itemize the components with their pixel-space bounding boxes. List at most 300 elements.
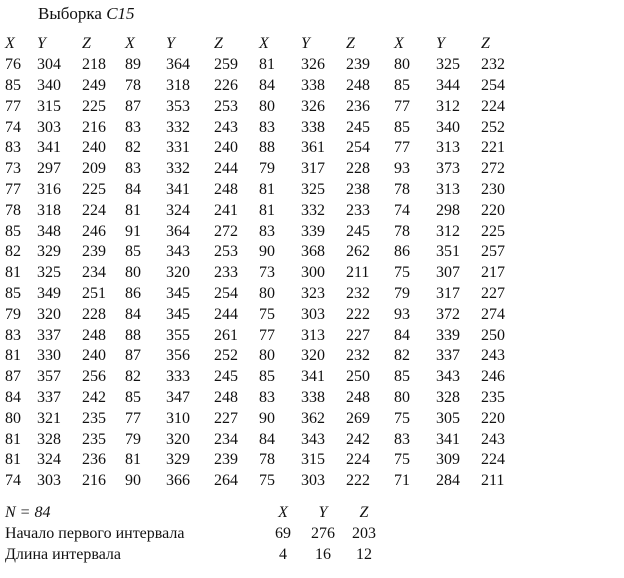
table-row — [5, 138, 521, 159]
table-cell: 332 — [301, 201, 325, 219]
table-cell: 75 — [394, 264, 410, 282]
table-cell: 88 — [259, 139, 275, 157]
table-cell: 250 — [346, 368, 370, 386]
table-cell: 232 — [346, 284, 370, 302]
table-cell: 225 — [82, 180, 106, 198]
table-cell: 300 — [301, 264, 325, 282]
table-cell: 80 — [259, 347, 275, 365]
table-cell: 240 — [214, 139, 238, 157]
summary-col-z: Z — [359, 504, 369, 521]
table-cell: 341 — [166, 180, 190, 198]
table-cell: 82 — [125, 139, 141, 157]
table-cell: 232 — [481, 56, 505, 74]
column-header: Z — [214, 35, 223, 53]
table-cell: 80 — [394, 56, 410, 74]
column-header: X — [125, 35, 135, 53]
table-cell: 343 — [166, 243, 190, 261]
table-cell: 224 — [481, 97, 505, 115]
table-cell: 323 — [301, 284, 325, 302]
table-cell: 236 — [346, 97, 370, 115]
table-cell: 348 — [37, 222, 61, 240]
table-cell: 80 — [259, 97, 275, 115]
table-cell: 228 — [82, 305, 106, 323]
table-cell: 240 — [82, 347, 106, 365]
table-cell: 226 — [214, 76, 238, 94]
table-cell: 85 — [125, 243, 141, 261]
summary-col-y: Y — [318, 504, 328, 521]
table-cell: 235 — [82, 430, 106, 448]
table-cell: 254 — [214, 284, 238, 302]
interval-length-z: 12 — [356, 546, 372, 563]
table-cell: 235 — [481, 388, 505, 406]
table-cell: 217 — [481, 264, 505, 282]
table-cell: 86 — [394, 243, 410, 261]
table-cell: 332 — [166, 160, 190, 178]
table-cell: 341 — [436, 430, 460, 448]
table-cell: 90 — [259, 243, 275, 261]
table-cell: 343 — [301, 430, 325, 448]
table-cell: 74 — [5, 118, 21, 136]
table-cell: 211 — [481, 472, 505, 490]
table-cell: 222 — [346, 472, 370, 490]
table-cell: 246 — [82, 222, 106, 240]
table-cell: 234 — [214, 430, 238, 448]
table-cell: 368 — [301, 243, 325, 261]
column-header: X — [5, 35, 15, 53]
table-row — [5, 180, 521, 201]
table-cell: 234 — [82, 264, 106, 282]
table-cell: 216 — [82, 118, 106, 136]
table-cell: 75 — [394, 409, 410, 427]
table-cell: 82 — [5, 243, 21, 261]
table-cell: 332 — [166, 118, 190, 136]
table-cell: 245 — [214, 368, 238, 386]
table-cell: 349 — [37, 284, 61, 302]
table-cell: 245 — [346, 222, 370, 240]
table-row — [5, 159, 521, 180]
table-cell: 330 — [37, 347, 61, 365]
column-header: Y — [37, 35, 46, 53]
table-row — [5, 55, 521, 76]
table-cell: 248 — [214, 388, 238, 406]
table-cell: 315 — [301, 451, 325, 469]
table-cell: 84 — [125, 180, 141, 198]
table-cell: 324 — [166, 201, 190, 219]
table-cell: 364 — [166, 56, 190, 74]
table-cell: 83 — [5, 326, 21, 344]
table-cell: 88 — [125, 326, 141, 344]
table-cell: 209 — [82, 160, 106, 178]
table-cell: 81 — [259, 201, 275, 219]
table-cell: 347 — [166, 388, 190, 406]
table-row — [5, 76, 521, 97]
table-cell: 351 — [436, 243, 460, 261]
table-cell: 343 — [436, 368, 460, 386]
table-cell: 328 — [436, 388, 460, 406]
table-cell: 77 — [394, 97, 410, 115]
table-cell: 246 — [481, 368, 505, 386]
table-cell: 315 — [37, 97, 61, 115]
table-cell: 324 — [37, 451, 61, 469]
table-cell: 338 — [301, 118, 325, 136]
table-cell: 249 — [82, 76, 106, 94]
table-cell: 345 — [166, 284, 190, 302]
table-cell: 87 — [5, 368, 21, 386]
table-cell: 320 — [301, 347, 325, 365]
table-cell: 74 — [394, 201, 410, 219]
table-cell: 81 — [125, 451, 141, 469]
table-cell: 73 — [5, 160, 21, 178]
table-cell: 254 — [481, 76, 505, 94]
table-cell: 321 — [37, 409, 61, 427]
table-cell: 353 — [166, 97, 190, 115]
table-cell: 248 — [346, 388, 370, 406]
table-cell: 224 — [346, 451, 370, 469]
table-cell: 80 — [5, 409, 21, 427]
table-cell: 339 — [436, 326, 460, 344]
table-cell: 248 — [214, 180, 238, 198]
table-cell: 326 — [301, 97, 325, 115]
table-cell: 77 — [259, 326, 275, 344]
column-header: X — [394, 35, 404, 53]
table-cell: 239 — [82, 243, 106, 261]
table-cell: 80 — [125, 264, 141, 282]
table-cell: 243 — [481, 430, 505, 448]
table-cell: 248 — [346, 76, 370, 94]
table-cell: 240 — [82, 139, 106, 157]
table-cell: 337 — [37, 326, 61, 344]
table-cell: 81 — [259, 180, 275, 198]
table-row — [5, 96, 521, 117]
table-cell: 329 — [166, 451, 190, 469]
table-cell: 230 — [481, 180, 505, 198]
table-cell: 84 — [125, 305, 141, 323]
table-cell: 75 — [259, 305, 275, 323]
table-cell: 239 — [346, 56, 370, 74]
table-cell: 77 — [5, 97, 21, 115]
table-cell: 83 — [125, 118, 141, 136]
table-cell: 90 — [259, 409, 275, 427]
table-row — [5, 304, 521, 325]
table-cell: 87 — [125, 97, 141, 115]
table-cell: 253 — [214, 243, 238, 261]
table-cell: 81 — [125, 201, 141, 219]
table-cell: 79 — [394, 284, 410, 302]
table-cell: 83 — [394, 430, 410, 448]
table-cell: 355 — [166, 326, 190, 344]
column-header: X — [259, 35, 269, 53]
table-cell: 251 — [82, 284, 106, 302]
table-cell: 93 — [394, 305, 410, 323]
table-cell: 81 — [5, 347, 21, 365]
table-cell: 309 — [436, 451, 460, 469]
table-row — [5, 471, 521, 492]
table-cell: 216 — [82, 472, 106, 490]
sample-size: N = 84 — [5, 504, 51, 521]
table-cell: 224 — [481, 451, 505, 469]
table-cell: 340 — [436, 118, 460, 136]
table-cell: 307 — [436, 264, 460, 282]
table-row — [5, 408, 521, 429]
table-cell: 86 — [125, 284, 141, 302]
column-header: Z — [82, 35, 91, 53]
table-cell: 317 — [301, 160, 325, 178]
table-cell: 339 — [301, 222, 325, 240]
table-cell: 78 — [394, 180, 410, 198]
table-cell: 366 — [166, 472, 190, 490]
table-cell: 253 — [214, 97, 238, 115]
table-cell: 320 — [37, 305, 61, 323]
table-cell: 84 — [259, 430, 275, 448]
table-cell: 80 — [259, 284, 275, 302]
table-cell: 78 — [394, 222, 410, 240]
table-row — [5, 221, 521, 242]
table-cell: 236 — [82, 451, 106, 469]
table-cell: 82 — [125, 368, 141, 386]
table-cell: 269 — [346, 409, 370, 427]
table-cell: 272 — [481, 160, 505, 178]
table-cell: 232 — [346, 347, 370, 365]
table-cell: 313 — [301, 326, 325, 344]
table-cell: 81 — [5, 451, 21, 469]
table-cell: 85 — [394, 118, 410, 136]
table-row — [5, 325, 521, 346]
table-cell: 362 — [301, 409, 325, 427]
table-cell: 333 — [166, 368, 190, 386]
table-cell: 264 — [214, 472, 238, 490]
table-cell: 79 — [5, 305, 21, 323]
table-cell: 303 — [37, 118, 61, 136]
table-cell: 272 — [214, 222, 238, 240]
table-cell: 84 — [259, 76, 275, 94]
table-row — [5, 429, 521, 450]
table-cell: 316 — [37, 180, 61, 198]
table-cell: 79 — [125, 430, 141, 448]
table-cell: 77 — [125, 409, 141, 427]
table-cell: 344 — [436, 76, 460, 94]
table-cell: 228 — [346, 160, 370, 178]
table-cell: 85 — [394, 76, 410, 94]
table-cell: 357 — [37, 368, 61, 386]
interval-length-x: 4 — [279, 546, 287, 563]
table-cell: 254 — [346, 139, 370, 157]
table-cell: 320 — [166, 264, 190, 282]
table-cell: 85 — [259, 368, 275, 386]
interval-start-z: 203 — [352, 525, 376, 542]
interval-start-x: 69 — [275, 525, 291, 542]
table-cell: 337 — [436, 347, 460, 365]
interval-length-y: 16 — [315, 546, 331, 563]
table-cell: 84 — [5, 388, 21, 406]
table-cell: 75 — [259, 472, 275, 490]
table-row — [5, 200, 521, 221]
table-cell: 329 — [37, 243, 61, 261]
table-cell: 81 — [259, 56, 275, 74]
table-cell: 227 — [481, 284, 505, 302]
table-cell: 252 — [481, 118, 505, 136]
table-cell: 356 — [166, 347, 190, 365]
table-cell: 345 — [166, 305, 190, 323]
table-cell: 341 — [301, 368, 325, 386]
table-cell: 85 — [5, 76, 21, 94]
table-cell: 79 — [259, 160, 275, 178]
table-cell: 239 — [214, 451, 238, 469]
summary-col-x: X — [278, 504, 288, 521]
table-cell: 82 — [394, 347, 410, 365]
table-cell: 71 — [394, 472, 410, 490]
table-cell: 235 — [82, 409, 106, 427]
table-cell: 297 — [37, 160, 61, 178]
table-cell: 74 — [5, 472, 21, 490]
table-cell: 320 — [166, 430, 190, 448]
page-title — [38, 4, 135, 24]
table-cell: 85 — [5, 284, 21, 302]
column-header: Z — [481, 35, 490, 53]
table-cell: 364 — [166, 222, 190, 240]
table-cell: 227 — [346, 326, 370, 344]
table-cell: 76 — [5, 56, 21, 74]
table-cell: 81 — [5, 264, 21, 282]
table-cell: 341 — [37, 139, 61, 157]
table-cell: 225 — [82, 97, 106, 115]
table-cell: 337 — [37, 388, 61, 406]
table-cell: 227 — [214, 409, 238, 427]
table-cell: 340 — [37, 76, 61, 94]
column-header: Y — [301, 35, 310, 53]
table-cell: 83 — [5, 139, 21, 157]
table-cell: 262 — [346, 243, 370, 261]
table-row — [5, 367, 521, 388]
table-cell: 220 — [481, 409, 505, 427]
table-cell: 298 — [436, 201, 460, 219]
table-cell: 83 — [259, 118, 275, 136]
table-cell: 233 — [214, 264, 238, 282]
table-cell: 90 — [125, 472, 141, 490]
sample-code: C15 — [106, 4, 135, 23]
table-cell: 89 — [125, 56, 141, 74]
table-cell: 250 — [481, 326, 505, 344]
table-cell: 338 — [301, 388, 325, 406]
table-cell: 303 — [301, 305, 325, 323]
table-cell: 81 — [5, 430, 21, 448]
table-cell: 243 — [481, 347, 505, 365]
table-cell: 75 — [394, 451, 410, 469]
table-row — [5, 263, 521, 284]
table-cell: 78 — [125, 76, 141, 94]
table-cell: 83 — [259, 222, 275, 240]
table-cell: 284 — [436, 472, 460, 490]
table-cell: 303 — [301, 472, 325, 490]
table-row — [5, 284, 521, 305]
table-cell: 303 — [37, 472, 61, 490]
table-cell: 87 — [125, 347, 141, 365]
table-cell: 328 — [37, 430, 61, 448]
table-cell: 242 — [346, 430, 370, 448]
table-cell: 77 — [5, 180, 21, 198]
table-cell: 325 — [301, 180, 325, 198]
table-cell: 83 — [125, 160, 141, 178]
table-cell: 242 — [82, 388, 106, 406]
table-cell: 244 — [214, 160, 238, 178]
table-cell: 93 — [394, 160, 410, 178]
table-cell: 83 — [259, 388, 275, 406]
table-cell: 317 — [436, 284, 460, 302]
table-cell: 331 — [166, 139, 190, 157]
table-cell: 372 — [436, 305, 460, 323]
table-cell: 222 — [346, 305, 370, 323]
table-cell: 325 — [37, 264, 61, 282]
table-cell: 304 — [37, 56, 61, 74]
table-cell: 221 — [481, 139, 505, 157]
table-cell: 77 — [394, 139, 410, 157]
table-row — [5, 117, 521, 138]
table-cell: 313 — [436, 180, 460, 198]
table-cell: 373 — [436, 160, 460, 178]
table-cell: 338 — [301, 76, 325, 94]
table-cell: 238 — [346, 180, 370, 198]
table-cell: 243 — [214, 118, 238, 136]
table-cell: 220 — [481, 201, 505, 219]
table-cell: 78 — [259, 451, 275, 469]
interval-start-y: 276 — [311, 525, 335, 542]
table-cell: 248 — [82, 326, 106, 344]
table-cell: 305 — [436, 409, 460, 427]
table-cell: 256 — [82, 368, 106, 386]
table-cell: 261 — [214, 326, 238, 344]
sample-table — [5, 34, 521, 492]
table-row — [5, 388, 521, 409]
table-cell: 325 — [436, 56, 460, 74]
interval-start-label: Начало первого интервала — [5, 525, 185, 542]
table-cell: 224 — [82, 201, 106, 219]
table-cell: 312 — [436, 97, 460, 115]
table-cell: 361 — [301, 139, 325, 157]
table-body — [5, 55, 521, 492]
table-cell: 312 — [436, 222, 460, 240]
table-cell: 274 — [481, 305, 505, 323]
table-cell: 91 — [125, 222, 141, 240]
table-cell: 259 — [214, 56, 238, 74]
table-cell: 218 — [82, 56, 106, 74]
title-prefix: Выборка — [38, 4, 102, 23]
table-cell: 85 — [125, 388, 141, 406]
table-cell: 313 — [436, 139, 460, 157]
table-cell: 78 — [5, 201, 21, 219]
column-header: Y — [436, 35, 445, 53]
table-cell: 85 — [394, 368, 410, 386]
table-cell: 252 — [214, 347, 238, 365]
table-cell: 73 — [259, 264, 275, 282]
table-cell: 233 — [346, 201, 370, 219]
header-row — [5, 34, 521, 55]
table-cell: 211 — [346, 264, 370, 282]
table-row — [5, 450, 521, 471]
column-header: Z — [346, 35, 355, 53]
table-cell: 318 — [37, 201, 61, 219]
table-cell: 85 — [5, 222, 21, 240]
table-cell: 326 — [301, 56, 325, 74]
table-cell: 257 — [481, 243, 505, 261]
table-cell: 318 — [166, 76, 190, 94]
interval-length-label: Длина интервала — [5, 546, 122, 563]
table-cell: 244 — [214, 305, 238, 323]
table-cell: 80 — [394, 388, 410, 406]
table-row — [5, 242, 521, 263]
table-cell: 245 — [346, 118, 370, 136]
table-cell: 241 — [214, 201, 238, 219]
table-row — [5, 346, 521, 367]
table-cell: 225 — [481, 222, 505, 240]
